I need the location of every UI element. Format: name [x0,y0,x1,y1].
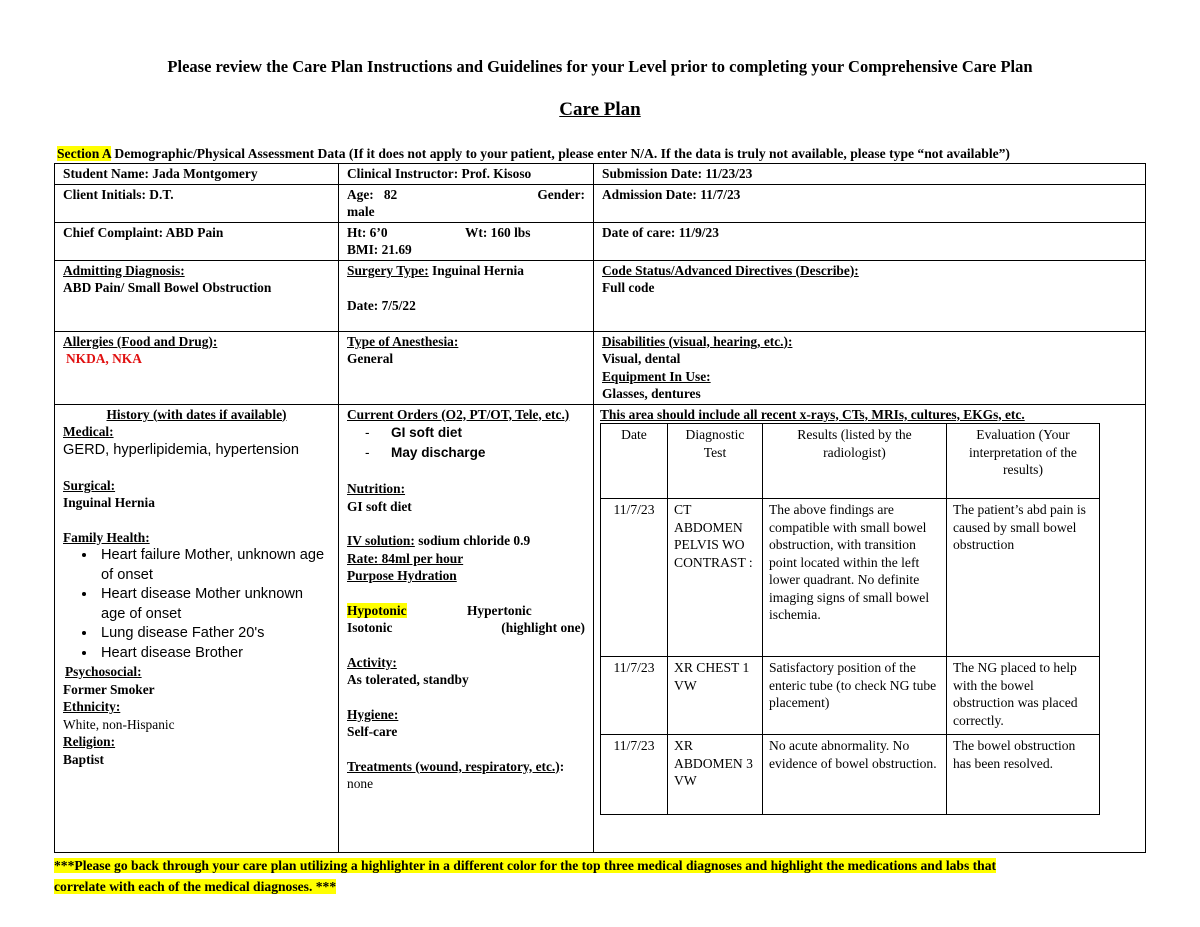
anesthesia-cell [339,331,594,404]
nutrition-value: GI soft diet [347,498,412,514]
medical-value: GERD, hyperlipidemia, hypertension [63,441,300,458]
footer-note [54,855,1134,897]
activity-label: Activity: [347,654,397,670]
list-item: • Lung disease Father 20's [97,624,330,644]
equipment-label: Equipment In Use: [602,368,711,384]
student-name: Student Name: Jada Montgomery [55,164,339,185]
column-header-results: Results (listed by the radiologist) [763,424,947,499]
table-row-evaluation: The bowel obstruction has been resolved. [947,735,1100,815]
surgical-label: Surgical: [63,477,116,493]
orders-header: Current Orders (O2, PT/OT, Tele, etc.) [347,406,570,422]
list-item: - GI soft diet [365,423,585,443]
age-gender-cell [339,184,594,222]
medical-label: Medical: [63,424,114,439]
clinical-instructor: Clinical Instructor: Prof. Kisoso [339,164,594,185]
height: Ht: 6’0 [347,224,388,240]
admitting-diagnosis-value: ABD Pain/ Small Bowel Obstruction [63,280,272,295]
list-item: - May discharge [365,443,585,463]
care-plan-table [54,163,1146,853]
psychosocial-value: Former Smoker [63,681,155,697]
disabilities-cell [594,331,1146,404]
column-header-test: Diagnostic Test [668,424,763,499]
table-row-test: CT ABDOMEN PELVIS WO CONTRAST : [668,499,763,657]
activity-value: As tolerated, standby [347,672,469,687]
disabilities-label: Disabilities (visual, hearing, etc.): [602,333,793,349]
surgery-type-label: Surgery Type: [347,262,429,278]
table-row-date: 11/7/23 [601,735,668,815]
allergies-label: Allergies (Food and Drug): [63,333,218,349]
table-row-test: XR ABDOMEN 3 VW [668,735,763,815]
chief-complaint: Chief Complaint: ABD Pain [55,222,339,260]
orders-list [347,423,585,463]
orders-cell [339,404,594,852]
code-status-cell [594,260,1146,331]
weight: Wt: 160 lbs [465,224,531,240]
code-status-value: Full code [602,280,655,295]
allergies-value: NKDA, NKA [66,351,142,366]
list-item: • Heart disease Mother unknown age of onset [97,585,330,624]
submission-date: Submission Date: 11/23/23 [594,164,1146,185]
age-value: 82 [383,186,398,202]
psychosocial-label: Psychosocial: [65,664,142,679]
section-a-heading [57,146,1010,162]
family-health-list [63,546,330,663]
column-header-evaluation: Evaluation (Your interpretation of the results) [947,424,1100,499]
column-header-date: Date [601,424,668,499]
bmi: BMI: 21.69 [347,242,412,257]
table-row-evaluation: The NG placed to help with the bowel obstruction was placed correctly. [947,657,1100,735]
treatments-colon: : [559,758,565,774]
section-a-label: Section A [57,146,112,161]
isotonic-option: Isotonic [347,620,393,635]
highlight-one-note: (highlight one) [501,620,585,635]
rate-value: 84ml per hour [378,550,464,566]
religion-label: Religion: [63,734,116,749]
admitting-diagnosis-cell [55,260,339,331]
iv-solution-label: IV solution: [347,533,415,548]
code-status-label: Code Status/Advanced Directives (Describe): [602,262,859,278]
family-health-label: Family Health: [63,529,150,545]
ethnicity-value: White, non-Hispanic [63,716,175,732]
hypertonic-option: Hypertonic [467,602,532,618]
rate-label: Rate: [347,550,379,566]
history-cell [55,404,339,852]
surgery-type-cell [339,260,594,331]
date-of-care: Date of care: 11/9/23 [594,222,1146,260]
surgical-value: Inguinal Hernia [63,495,155,510]
age-label: Age: [347,186,374,202]
nutrition-label: Nutrition: [347,481,406,496]
anesthesia-label: Type of Anesthesia: [347,333,459,349]
footer-line-1: ***Please go back through your care plan utilizing a highlighter in a different color for the top three medical diagnoses and highlight the medications and labs that [54,858,997,873]
diagnostics-cell [594,404,1146,852]
religion-value: Baptist [63,751,104,767]
allergies-cell [55,331,339,404]
surgery-type-value: Inguinal Hernia [428,262,524,278]
client-initials: Client Initials: D.T. [55,184,339,222]
page-title: Care Plan [559,99,641,120]
table-row-result: The above findings are compatible with small bowel obstruction, with transition point located within the left lower quadrant. No definite imaging signs of small bowel ischemia. [763,499,947,657]
disabilities-value: Visual, dental [602,351,681,366]
table-row-date: 11/7/23 [601,499,668,657]
hygiene-label: Hygiene: [347,706,399,722]
section-a-text: Demographic/Physical Assessment Data (If it does not apply to your patient, please enter N/A. If the data is truly not available, please type “not available”) [111,146,1010,161]
diagnostics-header: This area should include all recent x-rays, CTs, MRIs, cultures, EKGs, etc. [600,406,1025,422]
admitting-diagnosis-label: Admitting Diagnosis: [63,262,185,278]
footer-line-2: correlate with each of the medical diagnoses. *** [54,879,337,894]
diagnostics-table [600,423,1100,815]
surgery-date: Date: 7/5/22 [347,297,416,313]
table-row-result: Satisfactory position of the enteric tube (to check NG tube placement) [763,657,947,735]
history-header: History (with dates if available) [106,406,287,422]
list-item: • Heart disease Brother [97,644,330,664]
anesthesia-value: General [347,351,394,366]
gender-value: male [347,204,375,219]
list-item: • Heart failure Mother, unknown age of onset [97,546,330,585]
iv-solution-value: sodium chloride 0.9 [414,533,531,548]
treatments-value: none [347,776,374,791]
equipment-value: Glasses, dentures [602,386,701,401]
table-row-result: No acute abnormality. No evidence of bowel obstruction. [763,735,947,815]
ethnicity-label: Ethnicity: [63,699,121,714]
gender-label: Gender: [537,186,585,202]
instructions-heading: Please review the Care Plan Instructions and Guidelines for your Level prior to completing your Comprehensive Care Plan [167,57,1033,76]
admission-date: Admission Date: 11/7/23 [594,184,1146,222]
table-row-evaluation: The patient’s abd pain is caused by small bowel obstruction [947,499,1100,657]
hypotonic-option: Hypotonic [347,602,407,618]
table-row-date: 11/7/23 [601,657,668,735]
hygiene-value: Self-care [347,724,398,739]
purpose-label: Purpose Hydration [347,568,457,583]
height-weight-cell [339,222,594,260]
treatments-label: Treatments (wound, respiratory, etc.) [347,758,560,774]
table-row-test: XR CHEST 1 VW [668,657,763,735]
